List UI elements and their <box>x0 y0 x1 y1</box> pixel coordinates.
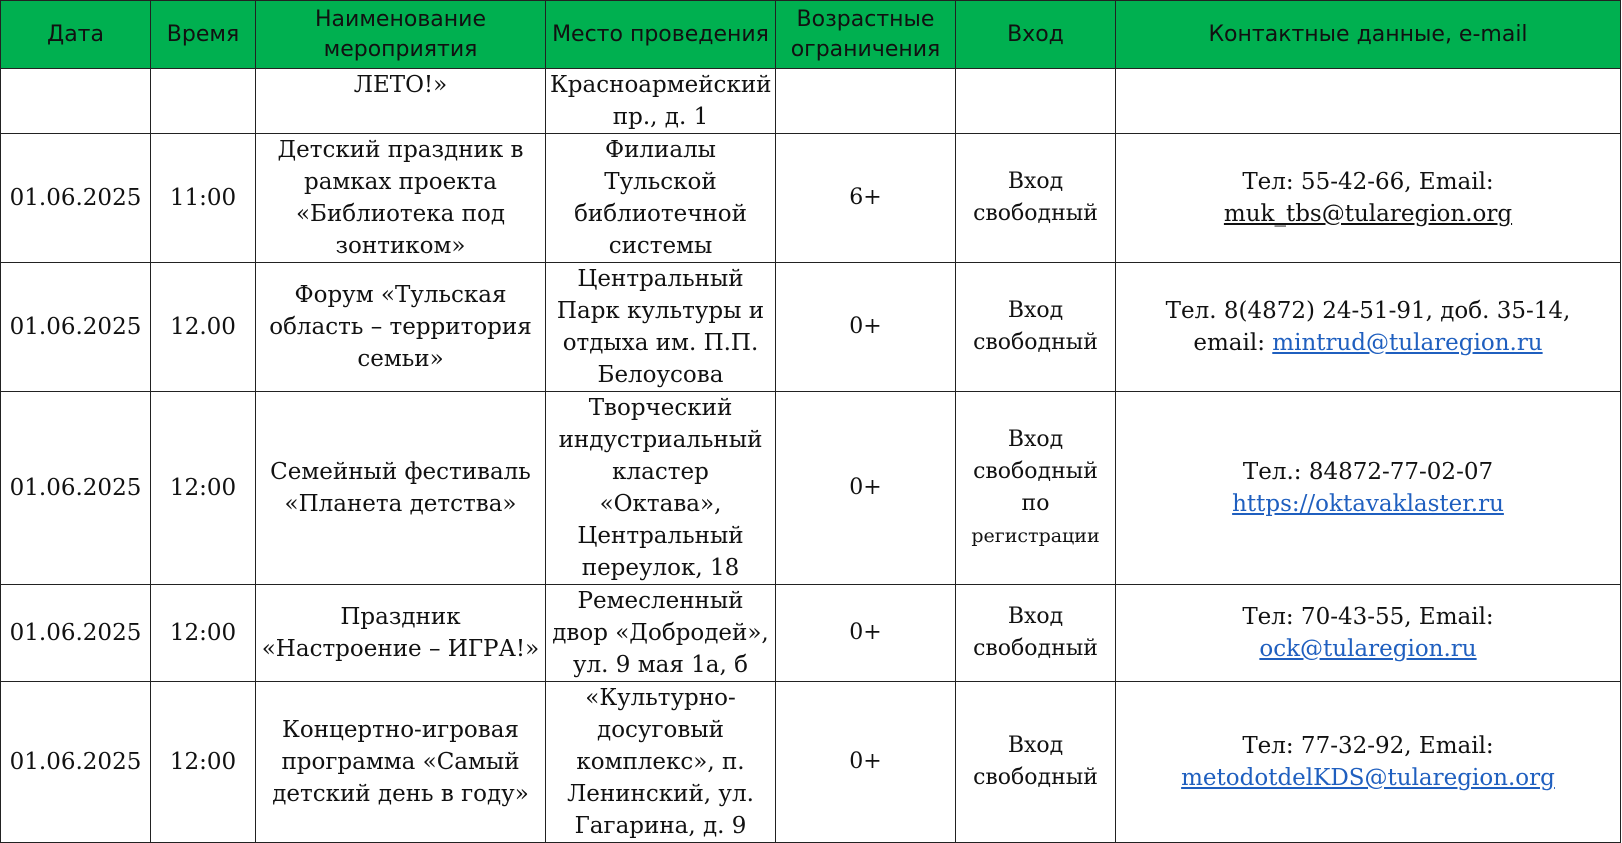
header-age: Возрастные ограничения <box>776 1 956 69</box>
header-time: Время <box>151 1 256 69</box>
cell-contacts <box>1116 585 1621 682</box>
cell-contacts <box>1116 392 1621 585</box>
table-row <box>1 263 1621 392</box>
cell-place: Центральный Парк культуры и отдыха им. П.П. Белоусова <box>546 263 776 392</box>
cell-name: Форум «Тульская область – территория семьи» <box>256 263 546 392</box>
table-row <box>1 585 1621 682</box>
cell-time: 12.00 <box>151 263 256 392</box>
cell-entry <box>956 392 1116 585</box>
cell-place: Творческий индустриальный кластер «Октава», Центральный переулок, 18 <box>546 392 776 585</box>
table-row <box>1 134 1621 263</box>
contact-email-link[interactable]: muk_tbs@tularegion.org <box>1223 201 1513 227</box>
cell-place: Филиалы Тульской библиотечной системы <box>546 134 776 263</box>
cell-name: ЛЕТО!» <box>256 69 546 134</box>
header-place: Место проведения <box>546 1 776 69</box>
cell-entry: Вход свободный <box>956 585 1116 682</box>
table-row <box>1 682 1621 843</box>
cell-name: Семейный фестиваль «Планета детства» <box>256 392 546 585</box>
cell-contacts <box>1116 69 1621 134</box>
cell-name: Детский праздник в рамках проекта «Библиотека под зонтиком» <box>256 134 546 263</box>
cell-date: 01.06.2025 <box>1 682 151 843</box>
header-entry: Вход <box>956 1 1116 69</box>
cell-age: 0+ <box>776 682 956 843</box>
cell-name: Праздник «Настроение – ИГРА!» <box>256 585 546 682</box>
contact-text: Тел. 8(4872) 24-51-91, доб. 35-14, <box>1165 298 1571 324</box>
entry-text: Вход свободный по <box>973 427 1098 516</box>
cell-place: Красноармейский пр., д. 1 <box>546 69 776 134</box>
cell-entry <box>956 69 1116 134</box>
cell-age <box>776 69 956 134</box>
table-row <box>1 69 1621 134</box>
cell-contacts <box>1116 263 1621 392</box>
cell-name: Концертно-игровая программа «Самый детский день в году» <box>256 682 546 843</box>
cell-time: 12:00 <box>151 585 256 682</box>
table-row <box>1 392 1621 585</box>
cell-age: 6+ <box>776 134 956 263</box>
cell-date: 01.06.2025 <box>1 263 151 392</box>
header-name: Наименование мероприятия <box>256 1 546 69</box>
cell-age: 0+ <box>776 392 956 585</box>
contact-text: Тел: 70-43-55, Email: <box>1242 604 1494 630</box>
cell-entry: Вход свободный <box>956 134 1116 263</box>
cell-place: «Культурно-досуговый комплекс», п. Ленинский, ул. Гагарина, д. 9 <box>546 682 776 843</box>
contact-email-link[interactable]: mintrud@tularegion.ru <box>1272 330 1543 356</box>
cell-entry: Вход свободный <box>956 263 1116 392</box>
contact-text: Тел: 55-42-66, Email: <box>1242 169 1494 195</box>
cell-time: 11:00 <box>151 134 256 263</box>
cell-time: 12:00 <box>151 392 256 585</box>
contact-email-link[interactable]: ock@tularegion.ru <box>1259 636 1477 662</box>
contact-website-link[interactable]: https://oktavaklaster.ru <box>1232 491 1504 517</box>
cell-date: 01.06.2025 <box>1 392 151 585</box>
contact-email-link[interactable]: metodotdelKDS@tularegion.org <box>1181 765 1555 791</box>
cell-time <box>151 69 256 134</box>
contact-text: Тел.: 84872-77-02-07 <box>1242 459 1494 485</box>
cell-age: 0+ <box>776 263 956 392</box>
contact-prefix: email: <box>1193 330 1265 356</box>
entry-extra: регистрации <box>971 525 1100 547</box>
header-date: Дата <box>1 1 151 69</box>
cell-age: 0+ <box>776 585 956 682</box>
cell-date <box>1 69 151 134</box>
contact-text: Тел: 77-32-92, Email: <box>1242 733 1494 759</box>
header-contacts: Контактные данные, e-mail <box>1116 1 1621 69</box>
cell-date: 01.06.2025 <box>1 585 151 682</box>
cell-contacts <box>1116 682 1621 843</box>
header-row <box>1 1 1621 69</box>
cell-contacts <box>1116 134 1621 263</box>
cell-time: 12:00 <box>151 682 256 843</box>
cell-place: Ремесленный двор «Добродей», ул. 9 мая 1а, б <box>546 585 776 682</box>
cell-date: 01.06.2025 <box>1 134 151 263</box>
cell-entry: Вход свободный <box>956 682 1116 843</box>
